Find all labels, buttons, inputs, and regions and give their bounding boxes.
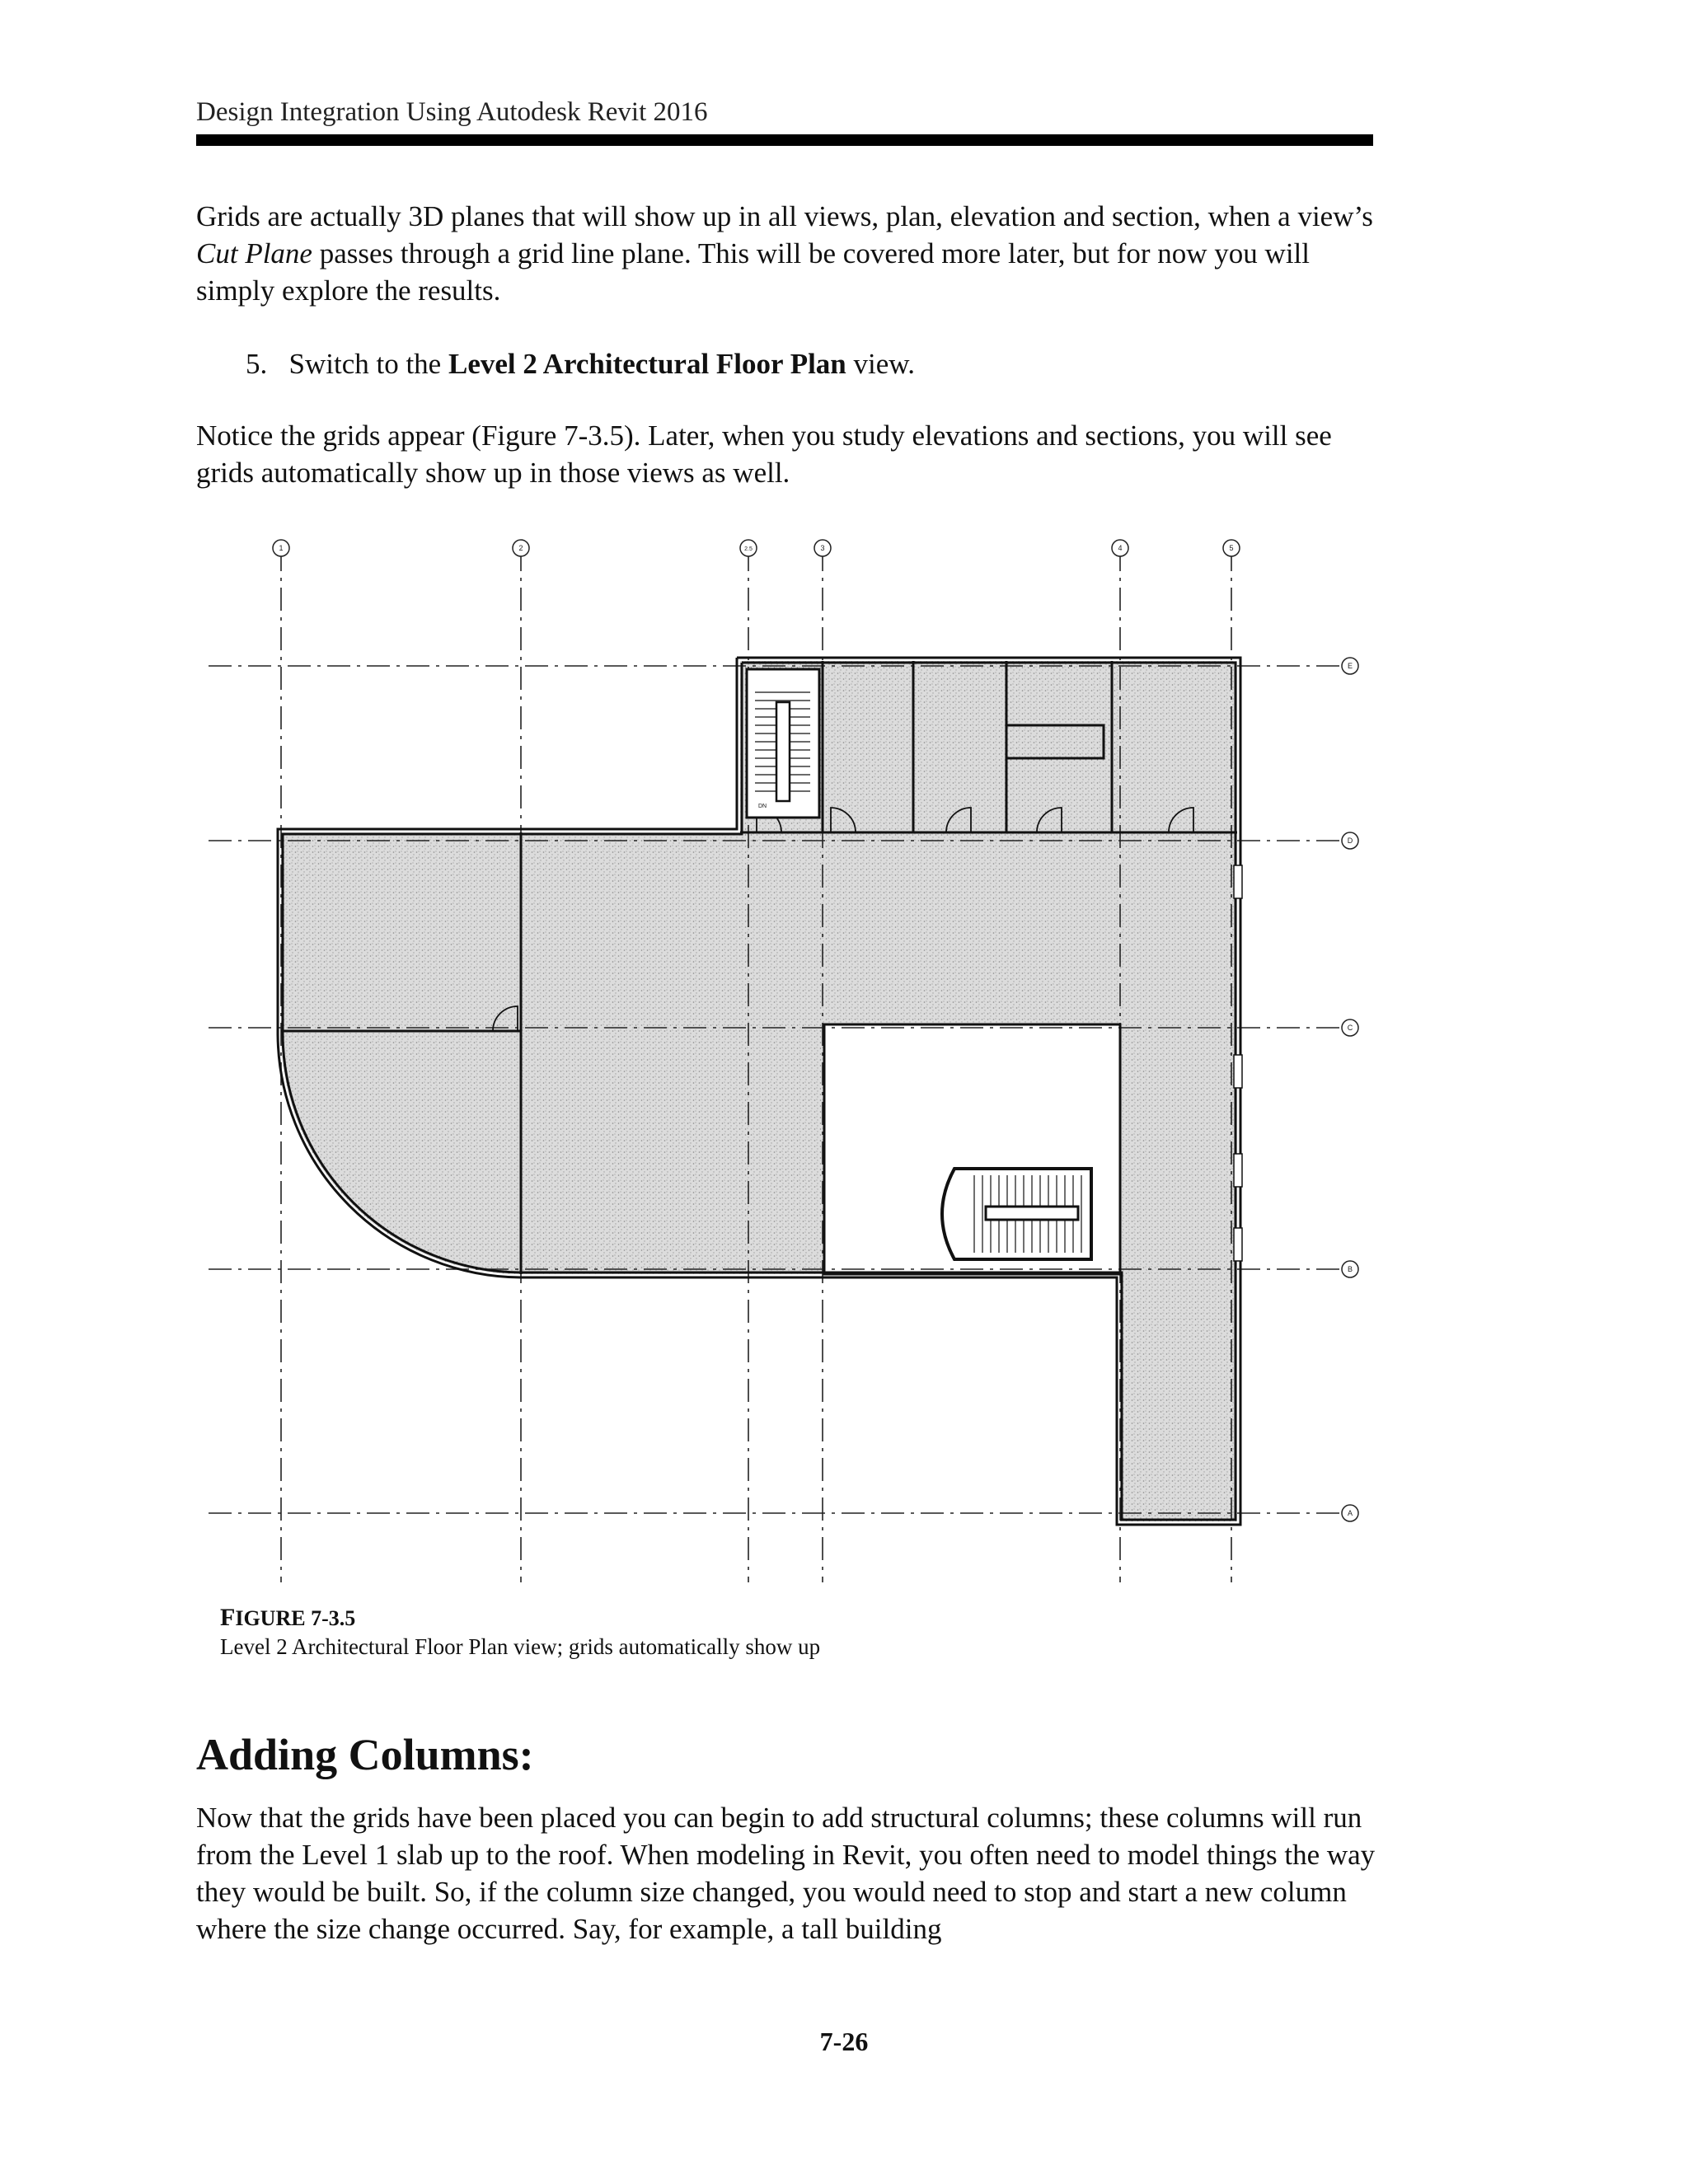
figure-caption-text: Level 2 Architectural Floor Plan view; grids automatically show up [220,1634,821,1659]
section-body: Now that the grids have been placed you can begin to add structural columns; these columns will run from the Level 1 slab up to the roof. When modeling in Revit, you often need to model things the way they would be built. So, if the column size changed, you would need to stop and start a new column where the size change occurred. Say, for example, a tall building [196,1802,1376,1945]
page-number: 7-26 [819,2027,869,2056]
stair-dn-label: DN [758,804,767,809]
figure-label: FIGURE 7-3.5 [220,1604,356,1631]
intro-paragraph: Grids are actually 3D planes that will show up in all views, plan, elevation and section, when a view’s Cut Plane passes through a grid line plane. This will be covered more later, but for now you will simply explore the results. [196,200,1373,307]
grid-label-5: 5 [1229,544,1234,552]
stair-upper [747,669,819,818]
running-header: Design Integration Using Autodesk Revit 2016 [196,97,708,127]
step-number: 5. [246,348,268,380]
grid-label-E: E [1347,662,1353,670]
view-name: Level 2 Architectural Floor Plan [448,348,846,380]
cut-plane-term: Cut Plane [196,237,312,269]
grid-label-1: 1 [279,544,284,552]
stair-lower [942,1169,1091,1259]
grid-label-D: D [1347,837,1353,845]
grid-label-2-5: 2.5 [744,546,753,552]
grid-label-3: 3 [820,544,825,552]
step-5: 5. Switch to the Level 2 Architectural Floor Plan view. [246,348,916,380]
grid-label-4: 4 [1118,544,1123,552]
header-rule [196,134,1373,146]
section-heading: Adding Columns: [196,1730,534,1779]
grid-label-2: 2 [518,544,523,552]
grid-label-B: B [1347,1265,1353,1273]
figure-caption [220,1604,820,1661]
floor-plan-figure [196,527,1391,1582]
grid-label-C: C [1347,1024,1353,1032]
notice-paragraph: Notice the grids appear (Figure 7-3.5). Later, when you study elevations and sections, you will see grids automatically show up in those views as well. [196,419,1332,489]
grid-label-A: A [1347,1509,1353,1517]
